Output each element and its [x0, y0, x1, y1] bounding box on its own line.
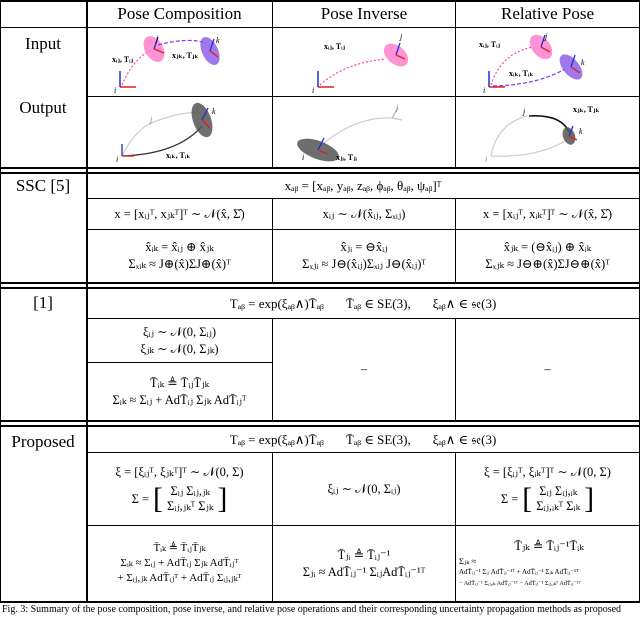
proposed-se3-membership: T̄ₐᵦ ∈ SE(3), — [345, 431, 411, 447]
ssc-relative-covariance: Σₓⱼₖ ≈ J⊖⊕(x̂)ΣJ⊖⊕(x̂)ᵀ — [485, 257, 610, 271]
proposed-composition-covariance-2: + Σᵢⱼ,ⱼₖ AdT̄ᵢⱼᵀ + AdT̄ᵢⱼ Σᵢⱼ,ⱼₖᵀ — [117, 572, 242, 584]
proposed-inverse-covariance: Σⱼᵢ ≈ AdT̄ᵢⱼ⁻¹ ΣᵢⱼAdT̄ᵢⱼ⁻¹ᵀ — [302, 564, 426, 579]
proposed-perturbation-model: Tₐᵦ = exp(ξₐᵦ∧)T̄ₐᵦ — [229, 431, 324, 447]
ref1-perturbation-model: Tₐᵦ = exp(ξₐᵦ∧)T̄ₐᵦ — [229, 295, 324, 311]
diagram-output-inverse — [274, 98, 454, 166]
ssc-relative-mean: x̂ⱼₖ = (⊖x̂ᵢⱼ) ⊕ x̂ᵢₖ — [503, 240, 592, 254]
column-header-relative-pose: Relative Pose — [500, 4, 594, 23]
section-rule-ssc — [0, 167, 640, 169]
label-k: k — [212, 107, 216, 116]
ref1-perturbation-definition — [87, 288, 639, 318]
proposed-composition-joint: ξ = [ξᵢⱼᵀ, ξⱼₖᵀ]ᵀ ∼ 𝒩(0, Σ) — [115, 465, 244, 479]
ref1-se3-membership: T̄ₐᵦ ∈ SE(3), — [345, 295, 411, 311]
path-ij-faded — [491, 116, 527, 156]
proposed-inverse-propagation — [273, 526, 455, 601]
ref1-composition-covariance: Σᵢₖ ≈ Σᵢⱼ + AdT̄ᵢⱼ Σⱼₖ AdT̄ᵢⱼᵀ — [112, 392, 247, 407]
ssc-composition-covariance: Σₓᵢₖ ≈ J⊕(x̂)ΣJ⊕(x̂)ᵀ — [128, 257, 231, 271]
matrix-left-bracket: [ — [522, 482, 533, 515]
label-i: i — [485, 155, 488, 164]
ref1-xi-jk-distribution: ξⱼₖ ∼ 𝒩(0, Σⱼₖ) — [140, 341, 219, 356]
diagram-output-composition — [88, 98, 271, 166]
label-xij: xᵢⱼ, Tᵢⱼ — [324, 42, 346, 51]
path-ji — [318, 118, 392, 148]
proposed-relative-distribution — [456, 453, 639, 525]
ssc-state-definition: xₐᵦ = [xₐᵦ, yₐᵦ, zₐᵦ, ϕₐᵦ, θₐᵦ, ψₐᵦ]ᵀ — [284, 178, 442, 193]
label-xjk: xⱼₖ, Tⱼₖ — [573, 105, 600, 114]
proposed-relative-covariance-0: Σⱼₖ ≈ — [459, 556, 477, 566]
ssc-composition-propagation — [87, 230, 272, 282]
ref1-lie-algebra-membership: ξₐᵦ∧ ∈ 𝔰𝔢(3) — [432, 295, 497, 311]
ssc-composition-mean: x̂ᵢₖ = x̂ᵢⱼ ⊕ x̂ⱼₖ — [145, 240, 214, 254]
label-j: j — [545, 32, 548, 41]
proposed-relative-sigma-matrix — [501, 484, 594, 514]
label-j: j — [400, 32, 403, 41]
path-jk — [529, 116, 569, 132]
label-k: k — [581, 58, 585, 67]
sigma-equals: Σ = — [500, 491, 519, 506]
ref1-inverse-empty: – — [360, 362, 368, 376]
label-xij: xᵢⱼ, Tᵢⱼ — [112, 55, 134, 64]
matrix-right-bracket: ] — [217, 482, 228, 515]
ssc-inverse-distribution: xᵢⱼ ∼ 𝒩(x̂ᵢⱼ, Σₓᵢⱼ) — [322, 206, 406, 221]
section-rule-proposed — [0, 420, 640, 422]
proposed-relative-mean: T̄ⱼₖ ≜ T̄ᵢⱼ⁻¹T̄ᵢₖ — [514, 539, 584, 553]
matrix-right-bracket: ] — [584, 482, 595, 515]
diagram-input-composition — [88, 29, 271, 95]
column-header-pose-composition: Pose Composition — [117, 4, 242, 23]
proposed-relative-propagation — [456, 526, 639, 601]
ssc-inverse-propagation — [273, 230, 455, 282]
label-j: j — [150, 115, 153, 124]
matrix-row-2: Σᵢⱼ,ⱼₖᵀ Σⱼₖ — [167, 499, 214, 513]
label-i: i — [114, 86, 117, 95]
label-i: i — [312, 86, 315, 95]
input-output-rule — [86, 96, 640, 97]
ssc-inverse-mean: x̂ⱼᵢ = ⊖x̂ᵢⱼ — [340, 240, 388, 254]
proposed-relative-joint: ξ = [ξᵢⱼᵀ, ξᵢₖᵀ]ᵀ ∼ 𝒩(0, Σ) — [484, 465, 611, 479]
path-ij-faded — [122, 122, 154, 156]
header-rule — [0, 27, 640, 28]
proposed-lie-algebra-membership: ξₐᵦ∧ ∈ 𝔰𝔢(3) — [432, 431, 497, 447]
row-label-proposed: Proposed — [11, 432, 75, 451]
ref1-composition-distribution — [87, 319, 272, 362]
row-label-output: Output — [19, 98, 67, 117]
proposed-composition-distribution — [87, 453, 272, 525]
ref1-relative-empty: – — [544, 362, 551, 376]
proposed-relative-covariance-2: − AdT̄ᵢⱼ⁻¹ Σᵢⱼ,ᵢₖ AdT̄ᵢⱼ⁻¹ᵀ − AdT̄ᵢⱼ⁻¹ Σᵢⱼ,ᵢₖᵀ AdT̄ᵢⱼ⁻¹ᵀ — [459, 580, 581, 587]
proposed-composition-mean: T̄ᵢₖ ≜ T̄ᵢⱼT̄ⱼₖ — [153, 542, 206, 554]
path-jk — [158, 40, 206, 45]
label-i: i — [116, 155, 119, 164]
label-j: j — [523, 107, 526, 116]
path-ij — [491, 47, 533, 85]
proposed-composition-sigma-matrix — [132, 484, 228, 514]
path-ik-faded — [491, 140, 567, 156]
ssc-composition-distribution: x = [xᵢⱼᵀ, xⱼₖᵀ]ᵀ ∼ 𝒩(x̂, Σ̂) — [114, 206, 245, 221]
label-j: j — [156, 34, 159, 43]
ssc-inverse-covariance: Σₓⱼᵢ ≈ J⊖(x̂ᵢⱼ)Σₓᵢⱼ J⊖(x̂ᵢⱼ)ᵀ — [302, 257, 426, 271]
column-header-pose-inverse: Pose Inverse — [320, 4, 408, 23]
label-i: i — [483, 86, 486, 95]
ref1-xi-ij-distribution: ξᵢⱼ ∼ 𝒩(0, Σᵢⱼ) — [142, 324, 217, 339]
matrix-left-bracket: [ — [153, 482, 164, 515]
ref1-composition-propagation — [87, 363, 272, 420]
label-xji: xⱼᵢ, Tⱼᵢ — [336, 153, 358, 162]
matrix-row-1: Σᵢⱼ Σᵢⱼ,ᵢₖ — [539, 484, 578, 498]
ssc-relative-distribution: x = [xᵢⱼᵀ, xᵢₖᵀ]ᵀ ∼ 𝒩(x̂, Σ̂) — [483, 206, 612, 221]
sigma-equals: Σ = — [131, 491, 150, 506]
path-ij — [320, 59, 386, 85]
matrix-row-2: Σᵢⱼ,ᵢₖᵀ Σᵢₖ — [536, 499, 581, 513]
row-label-ref1: [1] — [33, 293, 53, 312]
row-label-input: Input — [25, 34, 61, 53]
proposed-inverse-mean: T̄ⱼᵢ ≜ T̄ᵢⱼ⁻¹ — [337, 547, 391, 562]
label-xik: xᵢₖ, Tᵢₖ — [509, 69, 534, 78]
proposed-perturbation-definition — [87, 426, 639, 452]
label-j: j — [396, 103, 399, 112]
label-k: k — [216, 36, 220, 45]
diagram-input-inverse — [274, 29, 454, 95]
proposed-composition-covariance-1: Σᵢₖ ≈ Σᵢⱼ + AdT̄ᵢⱼ Σⱼₖ AdT̄ᵢⱼᵀ — [120, 557, 239, 569]
table-bottom-rule — [0, 601, 640, 603]
proposed-composition-propagation — [87, 526, 272, 601]
label-xij: xᵢⱼ, Tᵢⱼ — [479, 40, 501, 49]
label-k: k — [579, 127, 583, 136]
matrix-row-1: Σᵢⱼ Σᵢⱼ,ⱼₖ — [170, 484, 210, 498]
row-label-ssc: SSC [5] — [15, 176, 71, 195]
proposed-inverse-distribution: ξᵢⱼ ∼ 𝒩(0, Σᵢⱼ) — [327, 481, 401, 496]
diagram-input-relative — [457, 29, 638, 95]
figure-caption: Fig. 3: Summary of the pose composition, pose inverse, and relative pose operations and their corresponding uncertainty propagation methods as proposed — [2, 604, 622, 615]
ssc-relative-propagation — [456, 230, 639, 282]
label-i: i — [302, 153, 305, 162]
proposed-relative-covariance-1: AdT̄ᵢⱼ⁻¹ Σᵢⱼ AdT̄ᵢⱼ⁻¹ᵀ + AdT̄ᵢⱼ⁻¹ Σᵢₖ AdT̄ᵢⱼ⁻¹ᵀ — [459, 568, 579, 576]
label-xjk: xⱼₖ, Tⱼₖ — [172, 51, 199, 60]
section-rule-ref1 — [0, 282, 640, 284]
diagram-output-relative — [457, 98, 638, 166]
label-xik: xᵢₖ, Tᵢₖ — [166, 151, 191, 160]
ref1-composition-mean: T̄ᵢₖ ≜ T̄ᵢⱼT̄ⱼₖ — [149, 375, 210, 390]
